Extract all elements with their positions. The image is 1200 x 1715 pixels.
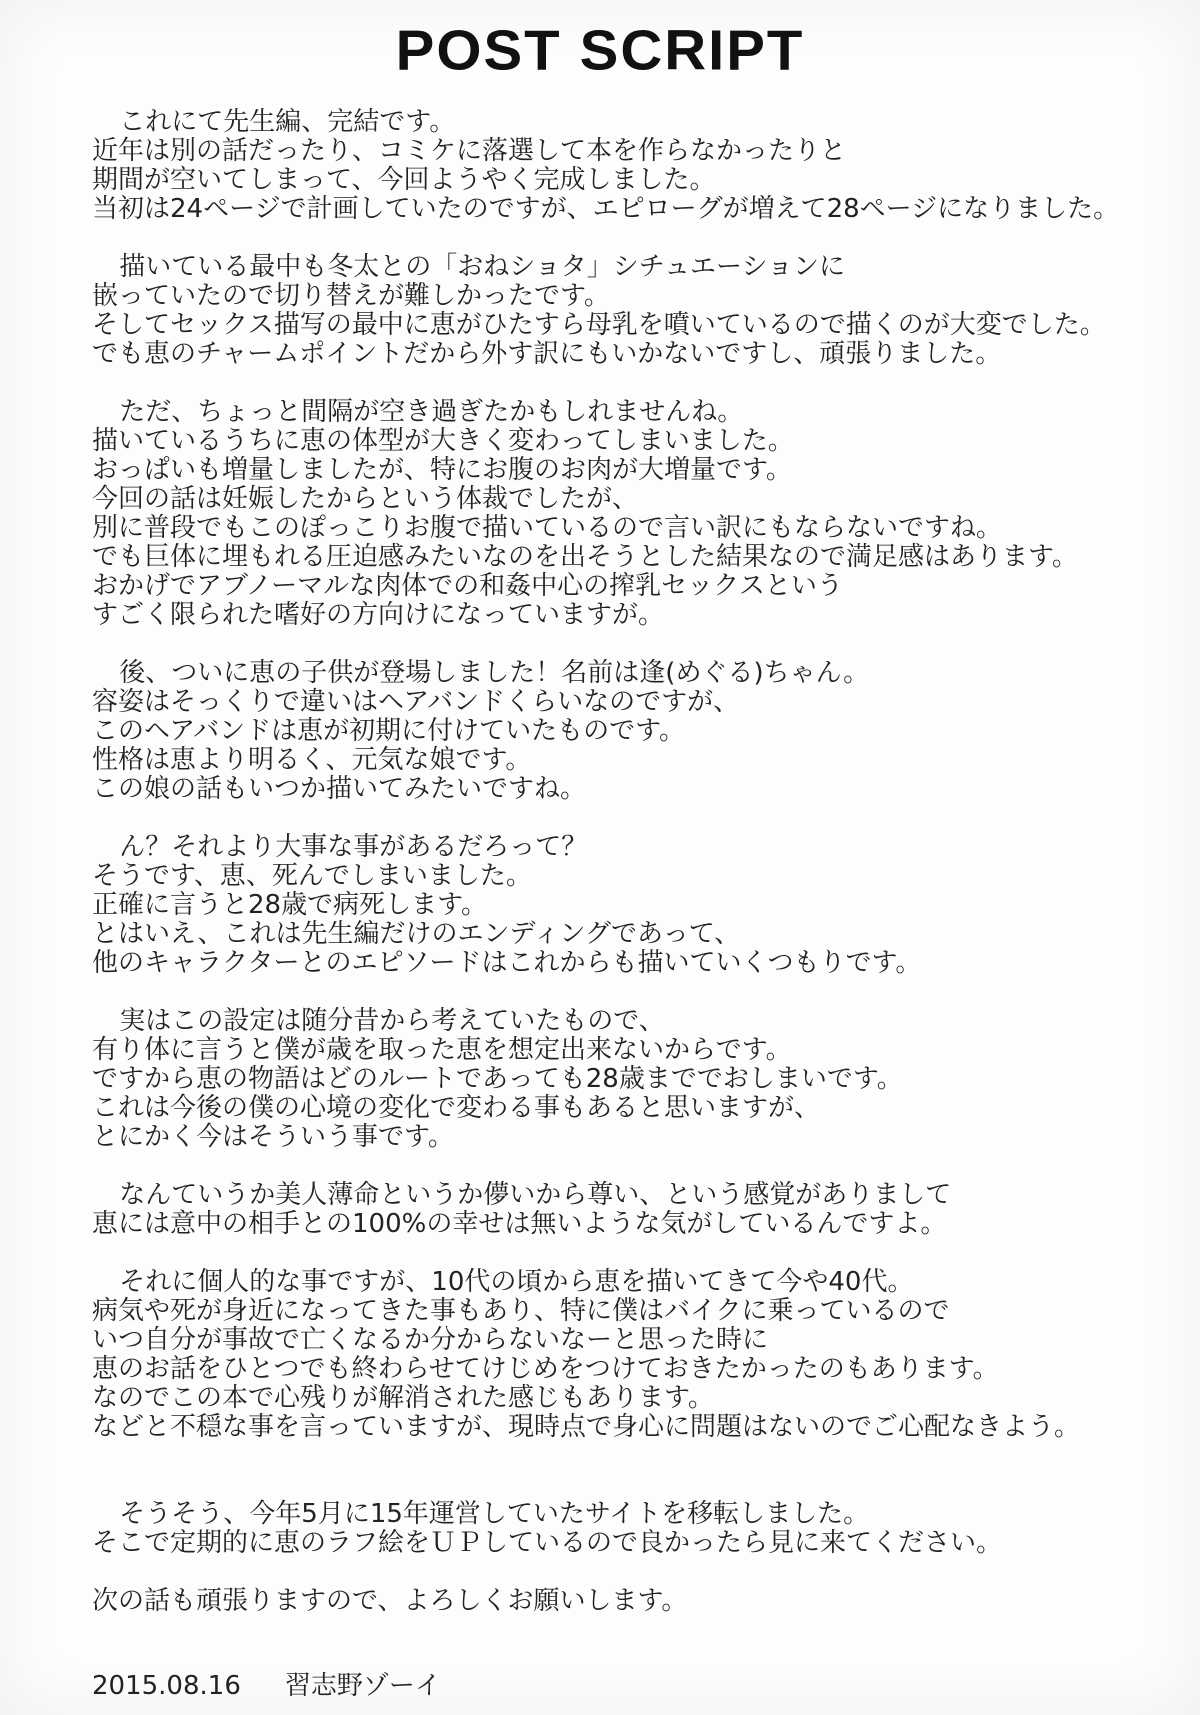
text-line: ただ、ちょっと間隔が空き過ぎたかもしれませんね。 <box>119 397 744 427</box>
paragraph <box>92 1181 1170 1239</box>
text-line: 他のキャラクターとのエピソードはこれからも描いていくつもりです。 <box>92 948 922 978</box>
signature-line <box>92 1672 1200 1701</box>
text-line: 性格は恵より明るく、元気な娘です。 <box>92 745 532 775</box>
text-line: なんていうか美人薄命というか儚いから尊い、という感覚がありまして <box>119 1180 952 1210</box>
text-line: すごく限られた嗜好の方向けになっていますが。 <box>92 600 665 630</box>
text-line: そうそう、今年5月に15年運営していたサイトを移転しました。 <box>119 1499 870 1529</box>
paragraph <box>92 108 1170 224</box>
text-line: 病気や死が身近になってきた事もあり、特に僕はバイクに乗っているので <box>92 1296 950 1326</box>
page-title: POST SCRIPT <box>395 18 805 83</box>
text-line: これにて先生編、完結です。 <box>119 107 456 137</box>
text-line: 嵌っていたので切り替えが難しかったです。 <box>92 281 610 311</box>
text-line: 後、ついに恵の子供が登場しました！名前は逢(めぐる)ちゃん。 <box>119 658 870 688</box>
text-line: 今回の話は妊娠したからという体裁でしたが、 <box>92 484 639 514</box>
text-line: 別に普段でもこのぽっこりお腹で描いているので言い訳にもならないですね。 <box>92 513 1003 543</box>
text-line: とにかく今はそういう事です。 <box>92 1122 454 1152</box>
author-name: 習志野ゾーイ <box>284 1671 441 1701</box>
text-line: でも巨体に埋もれる圧迫感みたいなのを出そうとした結果なので満足感はあります。 <box>92 542 1078 572</box>
text-line: 実はこの設定は随分昔から考えていたもので、 <box>119 1006 665 1036</box>
text-line: ですから恵の物語はどのルートであっても28歳まででおしまいです。 <box>92 1064 903 1094</box>
text-line: このヘアバンドは恵が初期に付けていたものです。 <box>92 716 686 746</box>
paragraph <box>92 253 1170 369</box>
text-line: 期間が空いてしまって、今回ようやく完成しました。 <box>92 165 716 195</box>
text-line: 正確に言うと28歳で病死します。 <box>92 890 488 920</box>
publish-date: 2015.08.16 <box>92 1671 241 1701</box>
text-line: とはいえ、これは先生編だけのエンディングであって、 <box>92 919 741 949</box>
text-line: そしてセックス描写の最中に恵がひたすら母乳を噴いているので描くのが大変でした。 <box>92 310 1106 340</box>
paragraph <box>92 1500 1170 1558</box>
text-line: 有り体に言うと僕が歳を取った恵を想定出来ないからです。 <box>92 1035 792 1065</box>
text-line: そうです、恵、死んでしまいました。 <box>92 861 532 891</box>
paragraph <box>92 398 1170 630</box>
text-line: 容姿はそっくりで違いはヘアバンドくらいなのですが、 <box>92 687 740 717</box>
paragraph <box>92 659 1170 804</box>
text-line: 描いている最中も冬太との「おねショタ」シチュエーションに <box>119 252 845 282</box>
text-line: おかげでアブノーマルな肉体での和姦中心の搾乳セックスという <box>92 571 843 601</box>
text-line: 近年は別の話だったり、コミケに落選して本を作らなかったりと <box>92 136 847 166</box>
text-line: でも恵のチャームポイントだから外す訳にもいかないですし、頑張りました。 <box>92 339 1002 369</box>
text-line: いつ自分が事故で亡くなるか分からないなーと思った時に <box>92 1325 769 1355</box>
text-line: ん？それより大事な事があるだろって？ <box>119 832 588 862</box>
text-line: 当初は24ページで計画していたのですが、エピローグが増えて28ページになりました。 <box>92 194 1120 224</box>
text-line: そこで定期的に恵のラフ絵をＵＰしているので良かったら見に来てください。 <box>92 1528 1003 1558</box>
paragraph <box>92 1007 1170 1152</box>
text-line: 恵のお話をひとつでも終わらせてけじめをつけておきたかったのもあります。 <box>92 1354 999 1384</box>
afterword-body <box>92 108 1170 1616</box>
text-line: 恵には意中の相手との100%の幸せは無いような気がしているんですよ。 <box>92 1209 947 1239</box>
text-line: それに個人的な事ですが、10代の頃から恵を描いてきて今や40代。 <box>119 1267 914 1297</box>
text-line: 次の話も頑張りますので、よろしくお願いします。 <box>92 1586 688 1616</box>
text-line: なのでこの本で心残りが解消された感じもあります。 <box>92 1383 714 1413</box>
text-line: この娘の話もいつか描いてみたいですね。 <box>92 774 587 804</box>
paragraph <box>92 1587 1170 1616</box>
text-line: おっぱいも増量しましたが、特にお腹のお肉が大増量です。 <box>92 455 792 485</box>
paragraph <box>92 1268 1170 1442</box>
paragraph <box>92 833 1170 978</box>
text-line: これは今後の僕の心境の変化で変わる事もあると思いますが、 <box>92 1093 821 1123</box>
text-line: 描いているうちに恵の体型が大きく変わってしまいました。 <box>92 426 794 456</box>
text-line: などと不穏な事を言っていますが、現時点で身心に問題はないのでご心配なきよう。 <box>92 1412 1081 1442</box>
